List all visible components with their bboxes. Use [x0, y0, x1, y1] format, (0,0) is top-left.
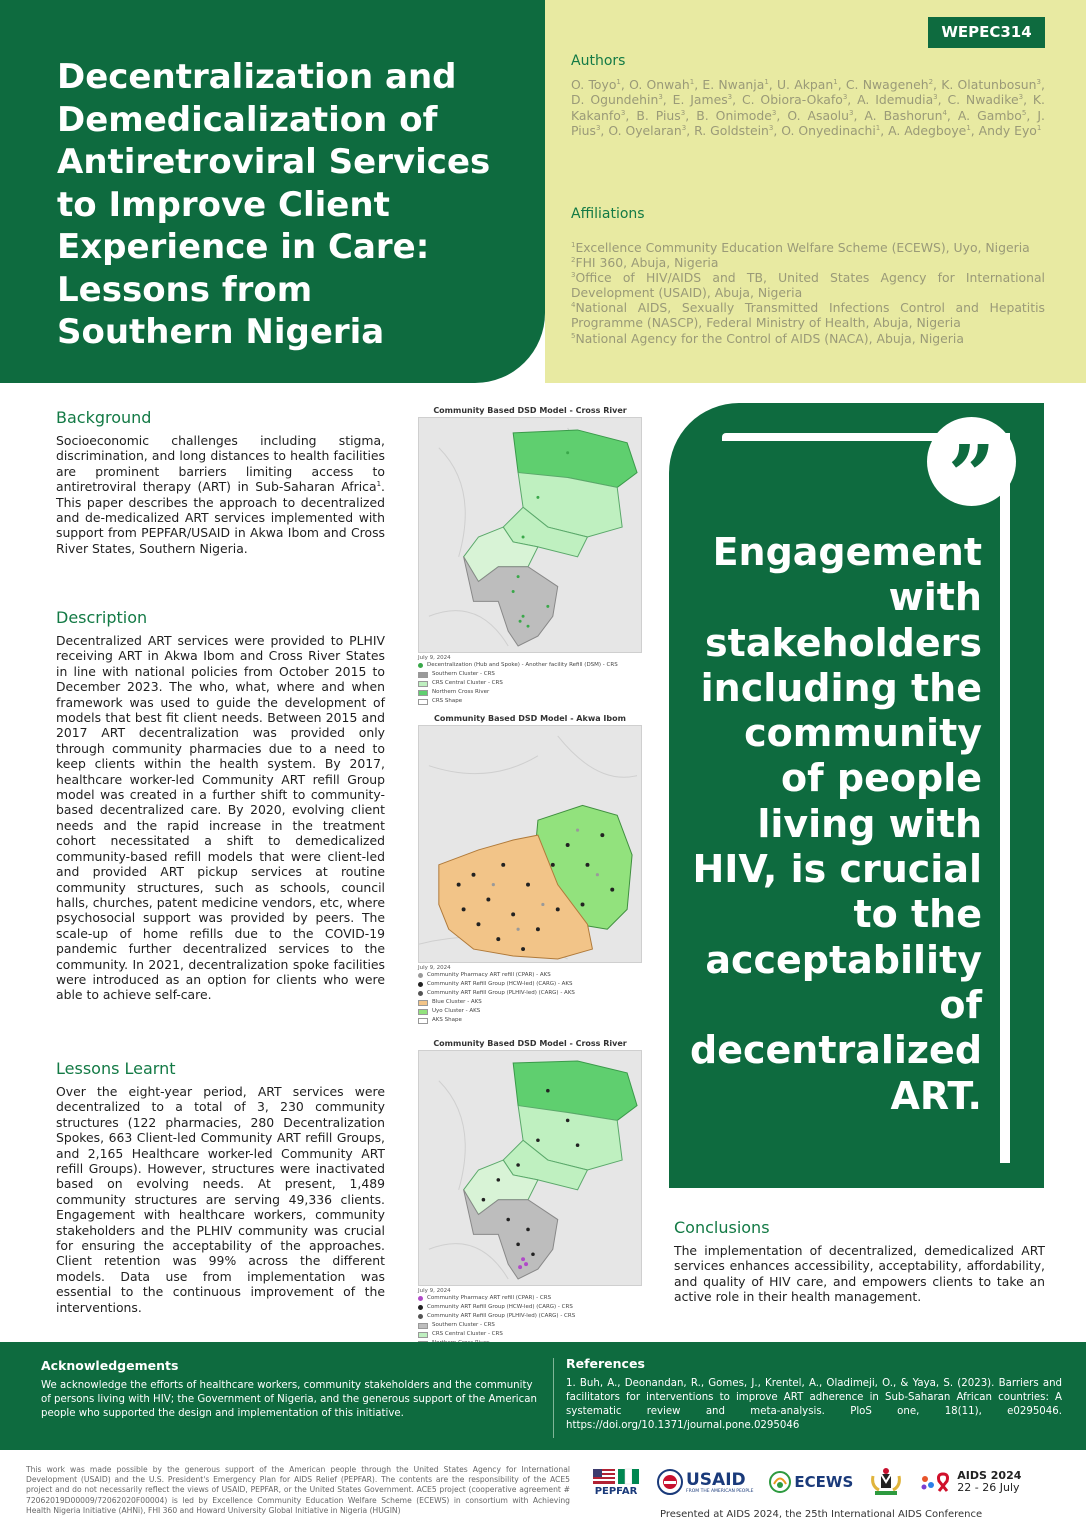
affiliations-heading: Affiliations [571, 206, 645, 222]
author-name: E. Nwanja [702, 77, 765, 92]
nigeria-coat-of-arms [869, 1466, 903, 1498]
description-heading: Description [56, 608, 148, 627]
author-name: B. Onimode [696, 107, 772, 123]
author-name: A. Gambo [957, 107, 1022, 123]
legend-swatch [418, 1009, 428, 1015]
lessons-text: Over the eight-year period, ART services were decentralized to a total of 3, 230 community structures (122 pharmacies, 280 Decentralization Spokes, 663 Client-led Community ART refill Groups, and 2,165 Healthcare worker-led Community ART refill Groups). However, structures were inactivated based on evolving needs. At present, 1,489 community structures are serving 49,336 clients. Engagement with healthcare workers, community stakeholders and the PLHIV community was crucial for ensuring the acceptability of the approaches. Client retention was 99% across the different models. Data use from implementation was essential to the continuous improvement of the interventions. [56, 1084, 385, 1315]
author-name: J. Pius [571, 107, 1045, 139]
legend-swatch [418, 973, 423, 978]
map-cross-river-refill [414, 1038, 646, 1357]
author-name: O. Onwah [629, 77, 690, 92]
legend-item: Community Pharmacy ART refill (CPAR) - CRS [418, 1294, 646, 1303]
legend-item: Community ART Refill Group (PLHIV-led) (CARG) - AKS [418, 989, 646, 998]
affiliation-item: $^4$National AIDS, Sexually Transmitted Infections Control and Hepatitis Programme (NASCP), Federal Ministry of Health, Abuja, Nigeria [571, 300, 1045, 331]
background-text: Socioeconomic challenges including stigma, discrimination, and long distances to health facilities are prominent barriers limiting access to antiretroviral therapy (ART) in Sub-Saharan Africa$^1$. This paper describes the approach to decentralized and de-medicalized ART services implemented with support from PEPFAR/USAID in Akwa Ibom and Cross River States, Southern Nigeria. [56, 433, 385, 556]
acknowledgements-section [41, 1358, 539, 1421]
legend-swatch [418, 1018, 428, 1024]
affiliation-item: $^3$Office of HIV/AIDS and TB, United States Agency for International Development (USAID), Abuja, Nigeria [571, 270, 1045, 301]
legend-swatch [418, 1314, 423, 1319]
funding-disclaimer: This work was made possible by the generous support of the American people through the United States Agency for International Development (USAID) and the U.S. President's Emergency Plan for AIDS Relief (PEPFAR). The contents are the responsibility of the ACE5 project and do not necessarily reflect the views of USAID, PEPFAR, or the United States Government. ACE5 project (cooperative agreement # 72062019D00009/72062020F00004) is led by Excellence Community Education Welfare Scheme (ECEWS) in consortium with Achieving Health Nigeria Initiative (AHNi), FHI 360 and Howard University Global Initiative in Nigeria (HUGIN) [26, 1465, 570, 1515]
references-section [566, 1356, 1062, 1433]
author-name: K. Olatunbosun [941, 77, 1037, 92]
author-name: A. Idemudia [857, 92, 934, 108]
legend-item: AKS Shape [418, 1016, 646, 1025]
map-cross-river-clusters [414, 405, 646, 706]
map-title: Community Based DSD Model - Akwa Ibom [434, 714, 626, 723]
ecews-logo: ECEWS [769, 1471, 853, 1493]
pepfar-flags-icon [591, 1468, 641, 1486]
author-name: O. Toyo [571, 77, 617, 92]
legend-swatch [418, 982, 423, 987]
map-date: July 9, 2024 [418, 965, 451, 971]
author-name: Andy Eyo [978, 123, 1037, 139]
author-name: A. Bashorun [864, 107, 943, 123]
legend-swatch [418, 1000, 428, 1006]
legend-item: Decentralization (Hub and Spoke) - Another facility Refill (DSM) - CRS [418, 661, 646, 670]
affiliation-item: $^2$FHI 360, Abuja, Nigeria [571, 255, 719, 271]
pepfar-logo: PEPFAR [591, 1468, 641, 1497]
legend-item: Community Pharmacy ART refill (CPAR) - AKS [418, 971, 646, 980]
map-date: July 9, 2024 [418, 1288, 451, 1294]
quote-mark-icon: ” [947, 428, 996, 524]
usaid-seal-icon [657, 1469, 683, 1495]
legend-item: Southern Cluster - CRS [418, 670, 646, 679]
map-legend [414, 661, 646, 706]
conference-credit: Presented at AIDS 2024, the 25th International AIDS Conference [660, 1509, 983, 1520]
coat-of-arms-icon [869, 1466, 903, 1498]
ecews-emblem-icon [769, 1471, 791, 1493]
map-legend [414, 971, 646, 1025]
legend-swatch [418, 1323, 428, 1329]
legend-item: Uyo Cluster - AKS [418, 1007, 646, 1016]
background-section [56, 408, 385, 556]
author-name: O. Asaolu [787, 107, 849, 123]
legend-swatch [418, 1296, 423, 1301]
key-message-text: Engagement with stakeholders including the community of people living with HIV, is crucial to the acceptability of decentralized ART. [690, 530, 983, 1118]
legend-item: Northern Cross River [418, 688, 646, 697]
references-heading: References [566, 1356, 645, 1371]
author-name: K. Kakanfo [571, 92, 1045, 123]
legend-item: Southern Cluster - CRS [418, 1321, 646, 1330]
footer-divider [553, 1358, 554, 1438]
logo-strip [591, 1462, 1051, 1502]
poster-code-badge: WEPEC314 [928, 17, 1045, 48]
usaid-logo: USAID FROM THE AMERICAN PEOPLE [657, 1469, 753, 1495]
lessons-heading: Lessons Learnt [56, 1059, 176, 1078]
legend-item: Community ART Refill Group (HCW-led) (CARG) - CRS [418, 1303, 646, 1312]
acknowledgements-text: We acknowledge the efforts of healthcare workers, community stakeholders and the community of persons living with HIV; the Government of Nigeria, and the generous support of the American people who supported the design and implementation of this initiative. [41, 1380, 537, 1419]
conclusions-heading: Conclusions [674, 1218, 770, 1237]
legend-item: Community ART Refill Group (HCW-led) (CARG) - AKS [418, 980, 646, 989]
affiliation-item: $^1$Excellence Community Education Welfare Scheme (ECEWS), Uyo, Nigeria [571, 240, 1030, 255]
legend-item: CRS Shape [418, 697, 646, 706]
map-image [418, 417, 642, 653]
author-name: A. Adegboye [888, 123, 967, 139]
map-image [418, 725, 642, 963]
quote-frame-right [1000, 433, 1010, 1163]
legend-swatch [418, 991, 423, 996]
legend-swatch [418, 663, 423, 668]
aids-ribbon-icon [919, 1471, 953, 1493]
aids-2024-logo: AIDS 2024 22 - 26 July [919, 1470, 1021, 1494]
legend-swatch [418, 672, 428, 678]
map-title: Community Based DSD Model - Cross River [433, 1039, 627, 1048]
legend-swatch [418, 681, 428, 687]
authors-heading: Authors [571, 53, 626, 69]
author-name: B. Pius [636, 107, 681, 123]
references-text: 1. Buh, A., Deonandan, R., Gomes, J., Krentel, A., Oladimeji, O., & Yaya, S. (2023). Barriers and facilitators for interventions to improve ART adherence in Sub-Saharan African countries: A systematic review and meta-analysis. PloS one, 18(11), e0295046. https://doi.org/10.1371/journal.pone.0295046 [566, 1378, 1062, 1431]
conclusions-text: The implementation of decentralized, demedicalized ART services enhances accessibility, acceptability, affordability, and quality of HIV care, and empowers clients to take an active role in their health management. [674, 1243, 1045, 1305]
author-name: D. Ogundehin [571, 92, 659, 108]
acknowledgements-heading: Acknowledgements [41, 1358, 179, 1373]
map-title: Community Based DSD Model - Cross River [433, 406, 627, 415]
author-name: O. Onyedinachi [781, 123, 876, 139]
affiliations-list [571, 240, 1045, 346]
author-name: R. Goldstein [694, 123, 769, 139]
legend-item: Community ART Refill Group (PLHIV-led) (CARG) - CRS [418, 1312, 646, 1321]
legend-swatch [418, 1305, 423, 1310]
affiliation-item: $^5$National Agency for the Control of AIDS (NACA), Abuja, Nigeria [571, 330, 964, 346]
description-text: Decentralized ART services were provided to PLHIV receiving ART in Akwa Ibom and Cross River States in line with national policies from October 2015 to December 2023. The who, what, where and when framework was used to guide the development of models that best fit client needs. Between 2015 and 2017 ART decentralization was provided only through community pharmacies due to a need to keep clients within the health system. By 2017, healthcare worker-led Community ART refill Group model was created in a further shift to community-based decentralized care. By 2020, evolving client needs and the rapid increase in the treatment cohort necessitated a shift to demedicalized community-based refill models that were client-led and provided ART pickup services at routine community structures, such as schools, council halls, churches, patent medicine vendors, etc, where psychosocial support was provided by peers. The scale-up of home refills due to the COVID-19 pandemic further decentralized services to the community. In 2021, decentralization spoke facilities were introduced as an option for clients who were able to achieve self-care. [56, 633, 385, 1003]
map-image [418, 1050, 642, 1286]
lessons-section [56, 1059, 385, 1315]
author-name: C. Obiora-Okafo [741, 92, 843, 108]
authors-list: O. Toyo$^1$, O. Onwah$^1$, E. Nwanja$^1$, U. Akpan$^1$, C. Nwageneh$^2$, K. Olatunbosun$^3$, D. Ogundehin$^3$, E. James$^3$, C. Obiora-Okafo$^3$, A. Idemudia$^3$, C. Nwadike$^3$, K. Kakanfo$^3$, B. Pius$^3$, B. Onimode$^3$, O. Asaolu$^3$, A. Bashorun$^4$, A. Gambo$^5$, J. Pius$^3$, O. Oyelaran$^3$, R. Goldstein$^3$, O. Onyedinachi$^1$, A. Adegboye$^1$, Andy Eyo$^1$ [571, 77, 1045, 139]
author-name: U. Akpan [776, 77, 834, 92]
author-name: O. Oyelaran [608, 123, 682, 139]
legend-swatch [418, 1332, 428, 1338]
legend-swatch [418, 699, 428, 705]
map-akwa-ibom [414, 713, 646, 1025]
legend-item: CRS Central Cluster - CRS [418, 679, 646, 688]
legend-item: CRS Central Cluster - CRS [418, 1330, 646, 1339]
poster-title: Decentralization and Demedicalization of Antiretroviral Services to Improve Client Experience in Care: Lessons from Southern Nigeria [57, 57, 491, 352]
author-name: E. James [672, 92, 728, 108]
background-heading: Background [56, 408, 152, 427]
author-name: C. Nwageneh [845, 77, 929, 92]
legend-swatch [418, 690, 428, 696]
conclusions-section [674, 1218, 1045, 1305]
map-date: July 9, 2024 [418, 655, 451, 661]
description-section [56, 608, 385, 1003]
author-name: C. Nwadike [947, 92, 1019, 108]
legend-item: Blue Cluster - AKS [418, 998, 646, 1007]
